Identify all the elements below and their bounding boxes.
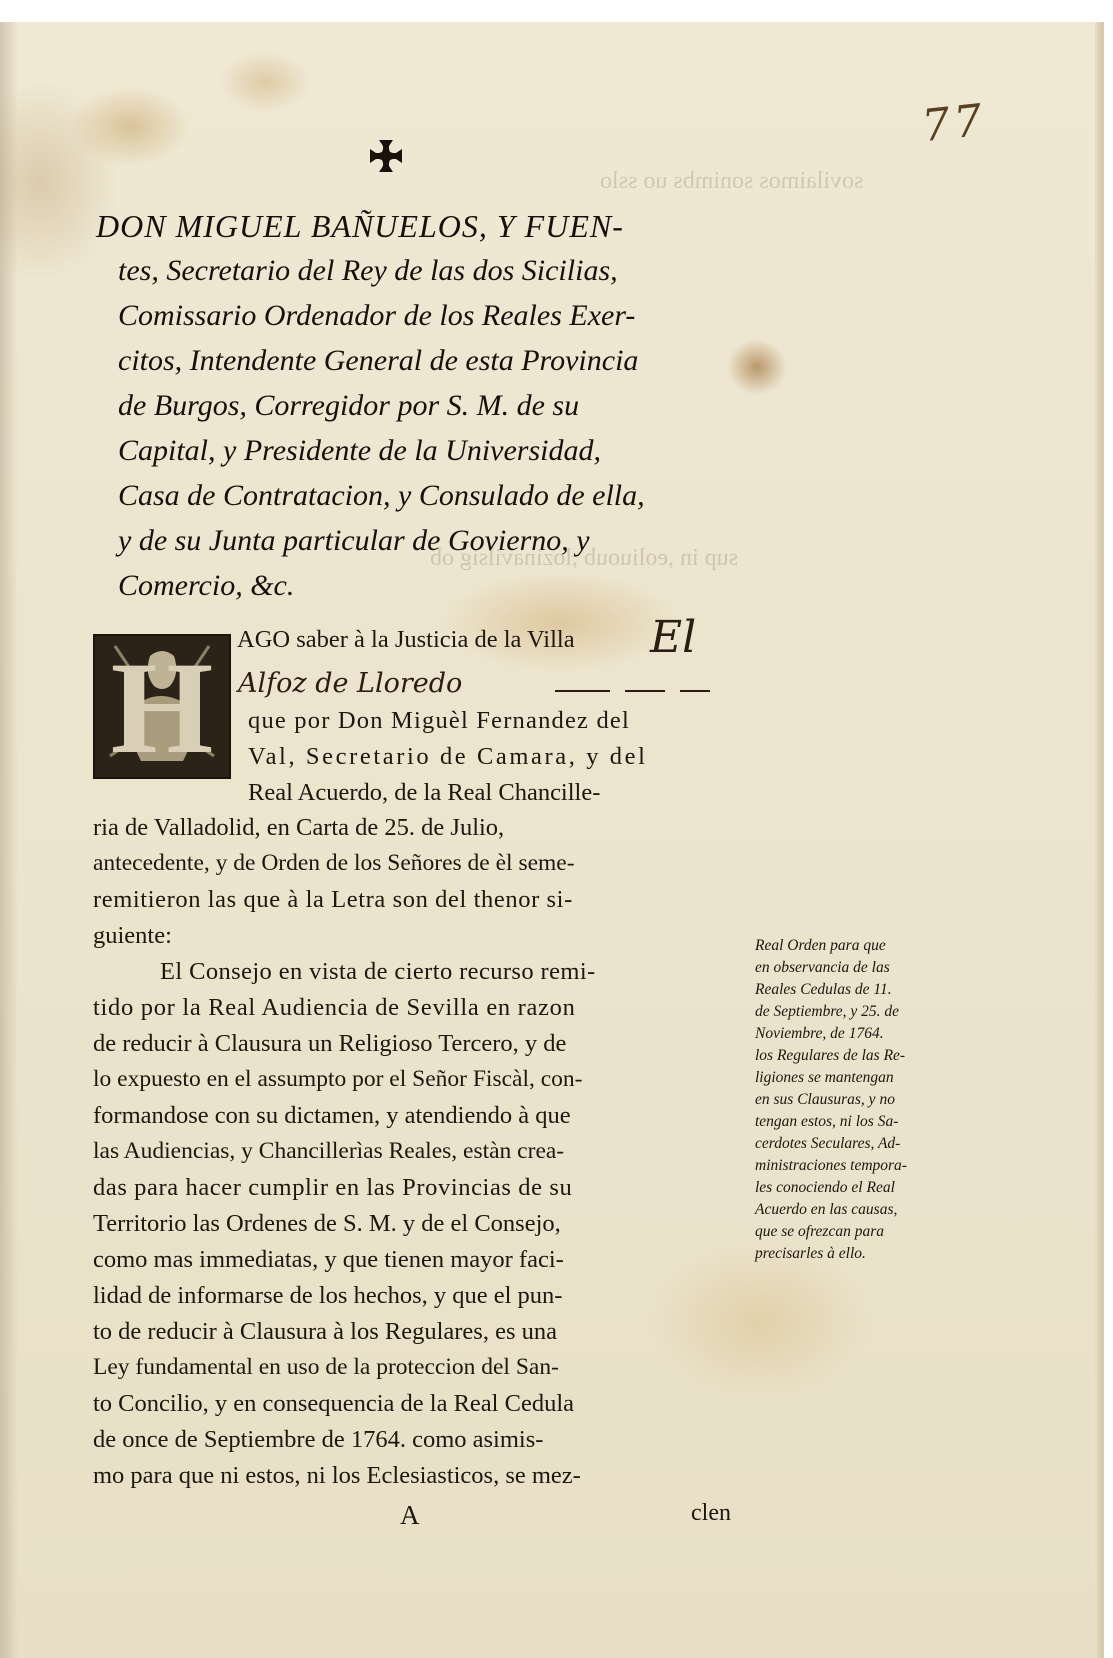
- heading-line: y de su Junta particular de Govierno, y: [118, 524, 590, 557]
- note-line: Acuerdo en las causas,: [755, 1201, 898, 1218]
- heading-line: DON MIGUEL BAÑUELOS, Y FUEN-: [96, 208, 624, 244]
- body-line: que por Don Miguèl Fernandez del: [248, 707, 630, 734]
- note-line: que se ofrezcan para: [755, 1223, 885, 1240]
- body-line: formandose con su dictamen, y atendiendo à que: [93, 1102, 571, 1129]
- bleed-through-text: sup in ,eoliuoub ,lozinavilsig ob: [430, 545, 738, 571]
- heading-line: citos, Intendente General de esta Provincia: [118, 344, 639, 377]
- page-edge: [1095, 22, 1103, 1658]
- body-line: Real Acuerdo, de la Real Chancille-: [248, 779, 601, 806]
- heading-line: de Burgos, Corregidor por S. M. de su: [118, 389, 580, 422]
- body-line: las Audiencias, y Chancillerìas Reales, estàn crea-: [93, 1138, 565, 1164]
- note-line: en observancia de las: [755, 959, 890, 976]
- note-line: Real Orden para que: [755, 937, 886, 954]
- bleed-through-text: sovilaimos sonimbs uo sslo: [600, 168, 864, 194]
- marginal-note: [755, 935, 960, 1265]
- cross-ornament: [368, 138, 404, 174]
- body-line: ria de Valladolid, en Carta de 25. de Julio,: [93, 814, 505, 841]
- body-line: de once de Septiembre de 1764. como asimis-: [93, 1426, 544, 1453]
- note-line: Reales Cedulas de 11.: [755, 981, 892, 998]
- initial-letter: H: [110, 634, 214, 781]
- note-line: en sus Clausuras, y no: [755, 1091, 895, 1108]
- note-line: de Septiembre, y 25. de: [755, 1003, 900, 1020]
- body-line: El Consejo en vista de cierto recurso remi-: [160, 958, 596, 985]
- signature-mark: A: [400, 1500, 420, 1530]
- handwritten-word: El: [650, 612, 697, 663]
- body-line: como mas immediatas, y que tienen mayor faci-: [93, 1246, 564, 1273]
- body-line: remitieron las que à la Letra son del thenor si-: [93, 886, 573, 913]
- handwritten-dashes: [555, 686, 715, 696]
- note-line: les conociendo el Real: [755, 1179, 895, 1196]
- folio-number: 77: [919, 94, 989, 153]
- heading-line: Casa de Contratacion, y Consulado de ella,: [118, 479, 645, 512]
- note-line: tengan estos, ni los Sa-: [755, 1113, 899, 1130]
- body-line: mo para que ni estos, ni los Eclesiasticos, se mez-: [93, 1462, 581, 1489]
- body-line: guiente:: [93, 922, 172, 949]
- note-line: Noviembre, de 1764.: [755, 1025, 884, 1042]
- handwritten-place: Alfoz de Lloredo: [238, 668, 463, 699]
- body-line: Ley fundamental en uso de la proteccion del San-: [93, 1354, 559, 1380]
- heading-line: tes, Secretario del Rey de las dos Sicilias,: [118, 254, 618, 287]
- body-line: AGO saber à la Justicia de la Villa: [237, 626, 575, 653]
- body-line: de reducir à Clausura un Religioso Tercero, y de: [93, 1030, 567, 1057]
- body-line: lo expuesto en el assumpto por el Señor Fiscàl, con-: [93, 1066, 583, 1092]
- note-line: ligiones se mantengan: [755, 1069, 894, 1086]
- note-line: los Regulares de las Re-: [755, 1047, 906, 1064]
- heading-line: Comercio, &c.: [118, 569, 295, 602]
- note-line: ministraciones tempora-: [755, 1157, 907, 1174]
- heading-line: Comissario Ordenador de los Reales Exer-: [118, 299, 636, 332]
- note-line: cerdotes Seculares, Ad-: [755, 1135, 901, 1152]
- catchword: clen: [691, 1500, 731, 1526]
- note-line: precisarles à ello.: [755, 1245, 866, 1262]
- decorated-initial: [93, 634, 231, 779]
- body-line: Territorio las Ordenes de S. M. y de el Consejo,: [93, 1210, 561, 1237]
- body-line: Val, Secretario de Camara, y del: [248, 743, 648, 770]
- body-line: to de reducir à Clausura à los Regulares, es una: [93, 1318, 557, 1345]
- body-line: to Concilio, y en consequencia de la Real Cedula: [93, 1390, 575, 1417]
- body-line: lidad de informarse de los hechos, y que el pun-: [93, 1282, 563, 1309]
- heading-line: Capital, y Presidente de la Universidad,: [118, 434, 601, 467]
- body-line: das para hacer cumplir en las Provincias de su: [93, 1174, 573, 1201]
- body-line: tido por la Real Audiencia de Sevilla en razon: [93, 994, 576, 1021]
- body-line: antecedente, y de Orden de los Señores de èl seme-: [93, 850, 575, 876]
